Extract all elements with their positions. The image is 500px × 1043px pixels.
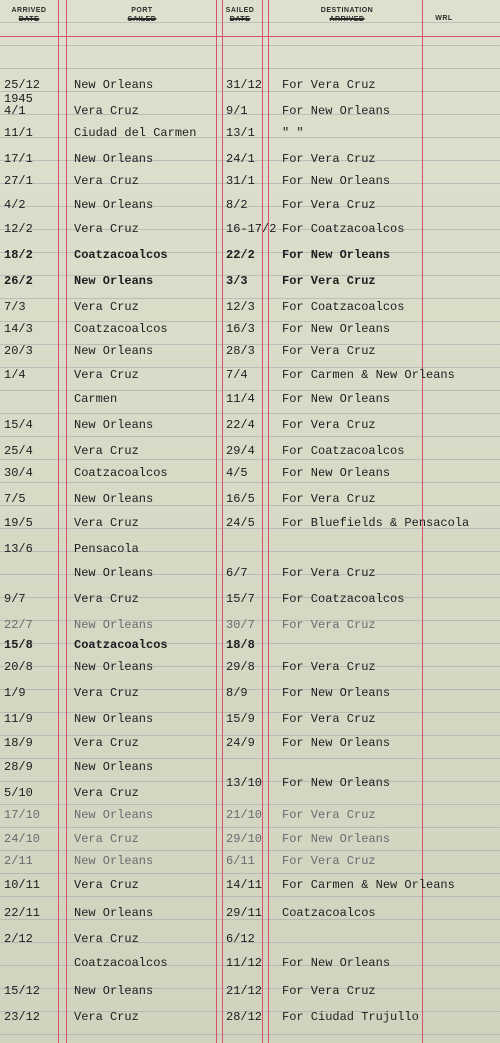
port-cell: Vera Cruz (74, 686, 139, 700)
port-cell: Vera Cruz (74, 516, 139, 530)
table-row (0, 152, 500, 172)
table-row (0, 322, 500, 342)
arrived-cell: 20/8 (4, 660, 33, 674)
table-row (0, 198, 500, 218)
table-row (0, 808, 500, 828)
sailed-cell: 28/12 (226, 1010, 263, 1024)
sailed-cell: 29/8 (226, 660, 255, 674)
port-cell: New Orleans (74, 566, 154, 580)
table-row (0, 686, 500, 706)
table-row (0, 832, 500, 852)
sailed-cell: 21/10 (226, 808, 263, 822)
arrived-cell: 25/12 (4, 78, 41, 92)
sailed-cell: 18/8 (226, 638, 255, 652)
destination-cell: For Vera Cruz (282, 492, 376, 506)
destination-cell: For Vera Cruz (282, 152, 376, 166)
destination-cell: " " (282, 126, 304, 140)
destination-cell: For New Orleans (282, 392, 391, 406)
destination-cell: For Vera Cruz (282, 344, 376, 358)
header-sailed (218, 6, 262, 24)
port-cell: Vera Cruz (74, 878, 139, 892)
table-row (0, 878, 500, 898)
sailed-cell: 11/4 (226, 392, 255, 406)
arrived-cell: 14/3 (4, 322, 33, 336)
destination-cell: For Vera Cruz (282, 78, 376, 92)
header-destination (272, 6, 422, 24)
destination-cell: For Vera Cruz (282, 418, 376, 432)
header-port-label: PORT (131, 7, 153, 14)
port-cell: Vera Cruz (74, 932, 139, 946)
table-row (0, 300, 500, 320)
sailed-cell: 22/2 (226, 248, 255, 262)
table-row (0, 566, 500, 586)
destination-cell: For New Orleans (282, 956, 391, 970)
table-row (0, 104, 500, 124)
port-cell: Vera Cruz (74, 592, 139, 606)
arrived-cell: 28/9 (4, 760, 33, 774)
sailed-cell: 8/9 (226, 686, 248, 700)
sailed-cell: 15/7 (226, 592, 255, 606)
port-cell: New Orleans (74, 712, 154, 726)
sailed-cell: 7/4 (226, 368, 248, 382)
sailed-cell: 29/11 (226, 906, 263, 920)
table-row (0, 444, 500, 464)
arrived-cell: 11/9 (4, 712, 33, 726)
destination-cell: For Vera Cruz (282, 808, 376, 822)
header-port-strike: SAILED (127, 16, 157, 23)
destination-cell: For Vera Cruz (282, 712, 376, 726)
port-cell: Vera Cruz (74, 736, 139, 750)
sailed-cell: 16/5 (226, 492, 255, 506)
destination-cell: For New Orleans (282, 248, 391, 262)
table-row (0, 956, 500, 976)
table-row (0, 368, 500, 388)
destination-cell: For New Orleans (282, 776, 391, 790)
port-cell: New Orleans (74, 618, 154, 632)
destination-cell: For Coatzacoalcos (282, 592, 405, 606)
sailed-cell: 29/10 (226, 832, 263, 846)
arrived-cell: 15/4 (4, 418, 33, 432)
arrived-cell: 30/4 (4, 466, 33, 480)
port-cell: Vera Cruz (74, 300, 139, 314)
table-row (0, 222, 500, 242)
arrived-cell: 18/2 (4, 248, 33, 262)
arrived-cell: 19/5 (4, 516, 33, 530)
port-cell: Vera Cruz (74, 368, 139, 382)
port-cell: Vera Cruz (74, 222, 139, 236)
port-cell: Pensacola (74, 542, 139, 556)
header-arrived-strike: DATE (18, 16, 40, 23)
port-cell: Coatzacoalcos (74, 638, 168, 652)
port-cell: Vera Cruz (74, 174, 139, 188)
port-cell: New Orleans (74, 660, 154, 674)
sailed-cell: 13/1 (226, 126, 255, 140)
arrived-cell: 20/3 (4, 344, 33, 358)
destination-cell: For Ciudad Trujullo (282, 1010, 419, 1024)
sailed-cell: 6/7 (226, 566, 248, 580)
destination-cell: For Coatzacoalcos (282, 300, 405, 314)
table-row (0, 906, 500, 926)
table-row (0, 392, 500, 412)
sailed-cell: 24/1 (226, 152, 255, 166)
port-cell: Vera Cruz (74, 444, 139, 458)
destination-cell: For New Orleans (282, 832, 391, 846)
destination-cell: For Coatzacoalcos (282, 444, 405, 458)
table-row (0, 786, 500, 806)
destination-cell: For Vera Cruz (282, 660, 376, 674)
arrived-cell: 25/4 (4, 444, 33, 458)
destination-cell: For New Orleans (282, 174, 391, 188)
arrived-cell: 1/4 (4, 368, 26, 382)
arrived-cell: 2/12 (4, 932, 33, 946)
sailed-cell: 30/7 (226, 618, 255, 632)
port-cell: Coatzacoalcos (74, 956, 168, 970)
arrived-cell: 13/6 (4, 542, 33, 556)
table-row (0, 466, 500, 486)
port-cell: Vera Cruz (74, 104, 139, 118)
sailed-cell: 12/3 (226, 300, 255, 314)
table-row (0, 618, 500, 638)
destination-cell: For Vera Cruz (282, 854, 376, 868)
destination-cell: For New Orleans (282, 686, 391, 700)
arrived-cell: 23/12 (4, 1010, 41, 1024)
port-cell: New Orleans (74, 906, 154, 920)
sailed-cell: 14/11 (226, 878, 263, 892)
destination-cell: For Vera Cruz (282, 984, 376, 998)
port-cell: Coatzacoalcos (74, 466, 168, 480)
table-row (0, 660, 500, 680)
table-row (0, 492, 500, 512)
destination-cell: For New Orleans (282, 736, 391, 750)
port-cell: New Orleans (74, 152, 154, 166)
table-row (0, 126, 500, 146)
sailed-cell: 6/11 (226, 854, 255, 868)
arrived-cell: 1/9 (4, 686, 26, 700)
port-cell: New Orleans (74, 492, 154, 506)
port-cell: New Orleans (74, 78, 154, 92)
arrived-cell: 10/11 (4, 878, 41, 892)
port-cell: Vera Cruz (74, 1010, 139, 1024)
sailed-cell: 3/3 (226, 274, 248, 288)
port-cell: Vera Cruz (74, 786, 139, 800)
destination-cell: For New Orleans (282, 322, 391, 336)
sailed-cell: 22/4 (226, 418, 255, 432)
arrived-cell: 18/9 (4, 736, 33, 750)
sailed-cell: 4/5 (226, 466, 248, 480)
arrived-cell: 27/1 (4, 174, 33, 188)
destination-cell: For Vera Cruz (282, 566, 376, 580)
arrived-cell: 17/1 (4, 152, 33, 166)
table-row (0, 712, 500, 732)
header-arrived-label: ARRIVED (11, 7, 47, 14)
destination-cell: For Bluefields & Pensacola (282, 516, 470, 530)
sailed-cell: 9/1 (226, 104, 248, 118)
arrived-cell: 17/10 (4, 808, 41, 822)
table-row (0, 638, 500, 658)
table-row (0, 932, 500, 952)
table-row (0, 592, 500, 612)
table-row (0, 274, 500, 294)
sailed-cell: 31/1 (226, 174, 255, 188)
port-cell: Ciudad del Carmen (74, 126, 197, 140)
port-cell: New Orleans (74, 760, 154, 774)
table-row (0, 516, 500, 536)
destination-cell: For Vera Cruz (282, 198, 376, 212)
port-cell: New Orleans (74, 984, 154, 998)
sailed-cell: 24/9 (226, 736, 255, 750)
arrived-cell: 7/5 (4, 492, 26, 506)
sailed-cell: 8/2 (226, 198, 248, 212)
header-destination-label: DESTINATION (320, 7, 374, 14)
header-arrived (2, 6, 56, 24)
port-cell: New Orleans (74, 274, 154, 288)
sailed-cell: 24/5 (226, 516, 255, 530)
destination-cell: For Vera Cruz (282, 618, 376, 632)
arrived-cell: 1945 (4, 92, 33, 106)
arrived-cell: 22/11 (4, 906, 41, 920)
sailed-cell: 21/12 (226, 984, 263, 998)
port-cell: Coatzacoalcos (74, 248, 168, 262)
arrived-cell: 15/8 (4, 638, 33, 652)
table-row (0, 1010, 500, 1030)
arrived-cell: 4/1 (4, 104, 26, 118)
destination-cell: For Carmen & New Orleans (282, 368, 455, 382)
port-cell: New Orleans (74, 418, 154, 432)
arrived-cell: 11/1 (4, 126, 33, 140)
sailed-cell: 16-17/2 (226, 222, 277, 236)
table-row (0, 736, 500, 756)
table-row (0, 174, 500, 194)
port-cell: New Orleans (74, 808, 154, 822)
arrived-cell: 4/2 (4, 198, 26, 212)
header-rule (0, 36, 500, 37)
arrived-cell: 12/2 (4, 222, 33, 236)
sailed-cell: 28/3 (226, 344, 255, 358)
header-sailed-label: SAILED (225, 7, 255, 14)
arrived-cell: 26/2 (4, 274, 33, 288)
destination-cell: Coatzacoalcos (282, 906, 376, 920)
port-cell: New Orleans (74, 198, 154, 212)
sailed-cell: 16/3 (226, 322, 255, 336)
destination-cell: For New Orleans (282, 466, 391, 480)
sailed-cell: 6/12 (226, 932, 255, 946)
arrived-cell: 22/7 (4, 618, 33, 632)
table-row (0, 418, 500, 438)
arrived-cell: 24/10 (4, 832, 41, 846)
table-row (0, 344, 500, 364)
port-cell: Carmen (74, 392, 118, 406)
header-wrl-label: WRL (435, 15, 453, 22)
sailed-cell: 29/4 (226, 444, 255, 458)
header-wrl (424, 14, 464, 23)
destination-cell: For Vera Cruz (282, 274, 376, 288)
arrived-cell: 5/10 (4, 786, 33, 800)
port-cell: Coatzacoalcos (74, 322, 168, 336)
port-cell: New Orleans (74, 854, 154, 868)
destination-cell: For Carmen & New Orleans (282, 878, 455, 892)
destination-cell: For Coatzacoalcos (282, 222, 405, 236)
destination-cell: For New Orleans (282, 104, 391, 118)
header-destination-strike: ARRIVED (329, 16, 365, 23)
sailed-cell: 15/9 (226, 712, 255, 726)
arrived-cell: 2/11 (4, 854, 33, 868)
sailed-cell: 31/12 (226, 78, 263, 92)
table-row (0, 248, 500, 268)
arrived-cell: 7/3 (4, 300, 26, 314)
header-sailed-strike: DATE (229, 16, 251, 23)
arrived-cell: 9/7 (4, 592, 26, 606)
port-cell: Vera Cruz (74, 832, 139, 846)
sailed-cell: 13/10 (226, 776, 263, 790)
table-row (0, 542, 500, 562)
sailed-cell: 11/12 (226, 956, 263, 970)
port-cell: New Orleans (74, 344, 154, 358)
table-row (0, 984, 500, 1004)
table-row (0, 854, 500, 874)
header-port (70, 6, 214, 24)
arrived-cell: 15/12 (4, 984, 41, 998)
